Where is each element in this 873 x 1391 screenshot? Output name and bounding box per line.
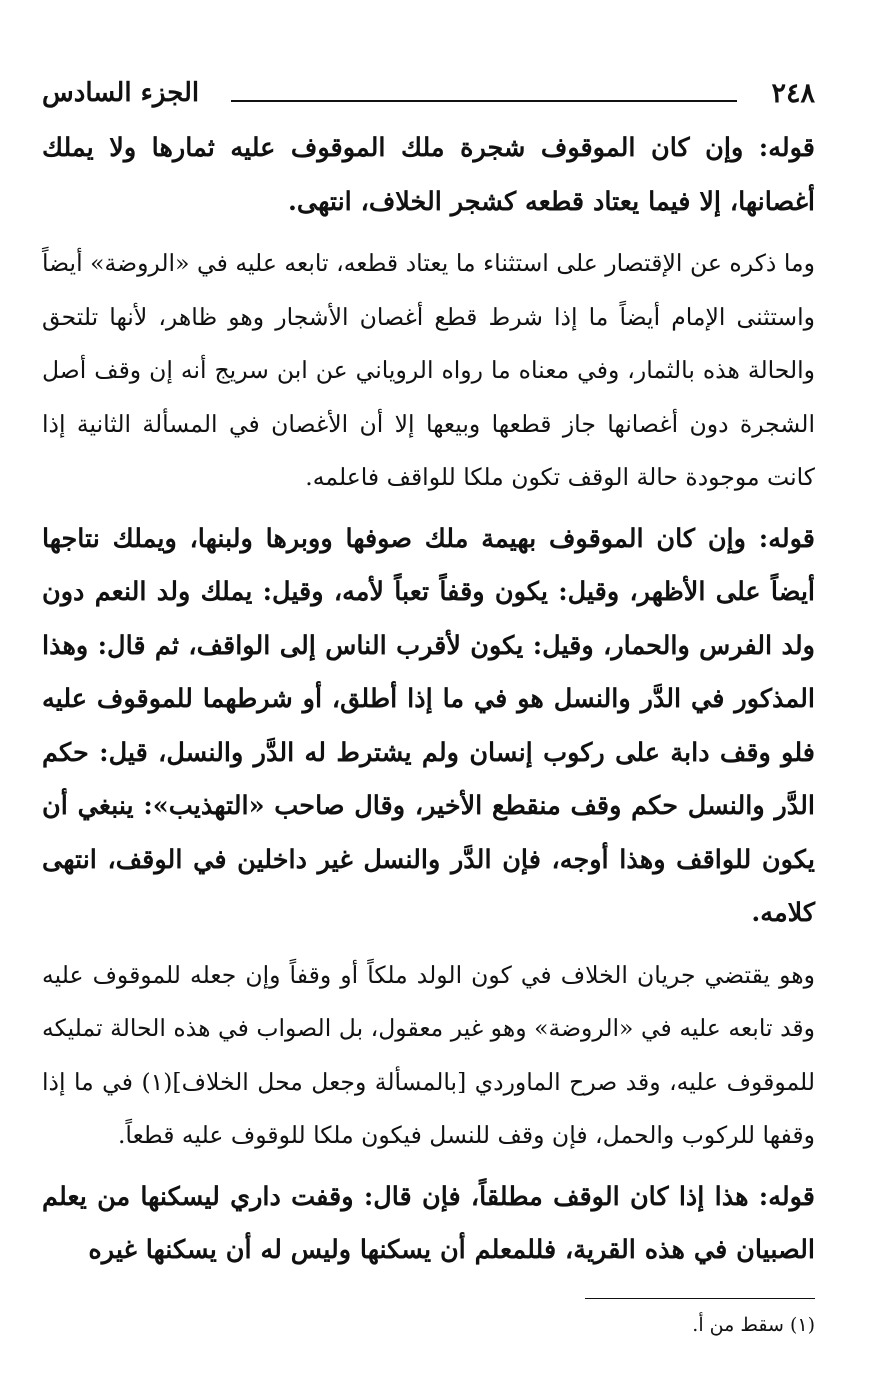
quoted-text-paragraph: قوله: وإن كان الموقوف شجرة ملك الموقوف عليه ثمارها ولا يملك أغصانها، إلا فيما يعتاد قطعه كشجر الخلاف، انتهى. — [42, 133, 815, 217]
header-divider — [231, 100, 737, 102]
page-body — [42, 122, 815, 1278]
running-title: الجزء السادس — [42, 78, 200, 108]
commentary-paragraph: وما ذكره عن الإقتصار على استثناء ما يعتاد قطعه، تابعه عليه في «الروضة» أيضاً واستثنى الإمام أيضاً ما إذا شرط قطع أغصان الأشجار وهو ظاهر، لأنها تلتحق والحالة هذه بالثمار، وفي معناه ما رواه الروياني عن ابن سريج أنه إن وقف أصل الشجرة دون أغصانها جاز قطعها وبيعها إلا أن الأغصان في المسألة الثانية إذا كانت موجودة حالة الوقف تكون ملكا للواقف فاعلمه. — [42, 249, 815, 491]
page-number: ٢٤٨ — [771, 78, 815, 109]
quoted-text-paragraph: قوله: وإن كان الموقوف بهيمة ملك صوفها ووبرها ولبنها، ويملك نتاجها أيضاً على الأظهر، وقيل: يكون وقفاً تعباً لأمه، وقيل: يملك ولد النعم دون ولد الفرس والحمار، وقيل: يكون لأقرب الناس إلى الواقف، ثم قال: وهذا المذكور في الدَّر والنسل هو في ما إذا أطلق، أو شرطهما للموقوف عليه فلو وقف دابة على ركوب إنسان ولم يشترط له الدَّر والنسل، قيل: حكم الدَّر والنسل حكم وقف منقطع الأخير، وقال صاحب «التهذيب»: ينبغي أن يكون للواقف وهذا أوجه، فإن الدَّر والنسل غير داخلين في الوقف، انتهى كلامه. — [42, 523, 815, 928]
commentary-paragraph: وهو يقتضي جريان الخلاف في كون الولد ملكاً أو وقفاً وإن جعله للموقوف عليه وقد تابعه عليه في «الروضة» وهو غير معقول، بل الصواب في هذه الحالة تمليكه للموقوف عليه، وقد صرح الماوردي [بالمسألة وجعل محل الخلاف](١) في ما إذا وقفها للركوب والحمل، فإن وقف للنسل فيكون ملكا للوقوف عليه قطعاً. — [42, 960, 815, 1149]
footnote: (١) سقط من أ. — [692, 1313, 815, 1336]
footnote-divider — [585, 1298, 815, 1299]
quoted-text-paragraph: قوله: هذا إذا كان الوقف مطلقاً، فإن قال: وقفت داري ليسكنها من يعلم الصبيان في هذه القرية، فللمعلم أن يسكنها وليس له أن يسكنها غيره — [42, 1181, 815, 1265]
page-header — [42, 78, 815, 122]
